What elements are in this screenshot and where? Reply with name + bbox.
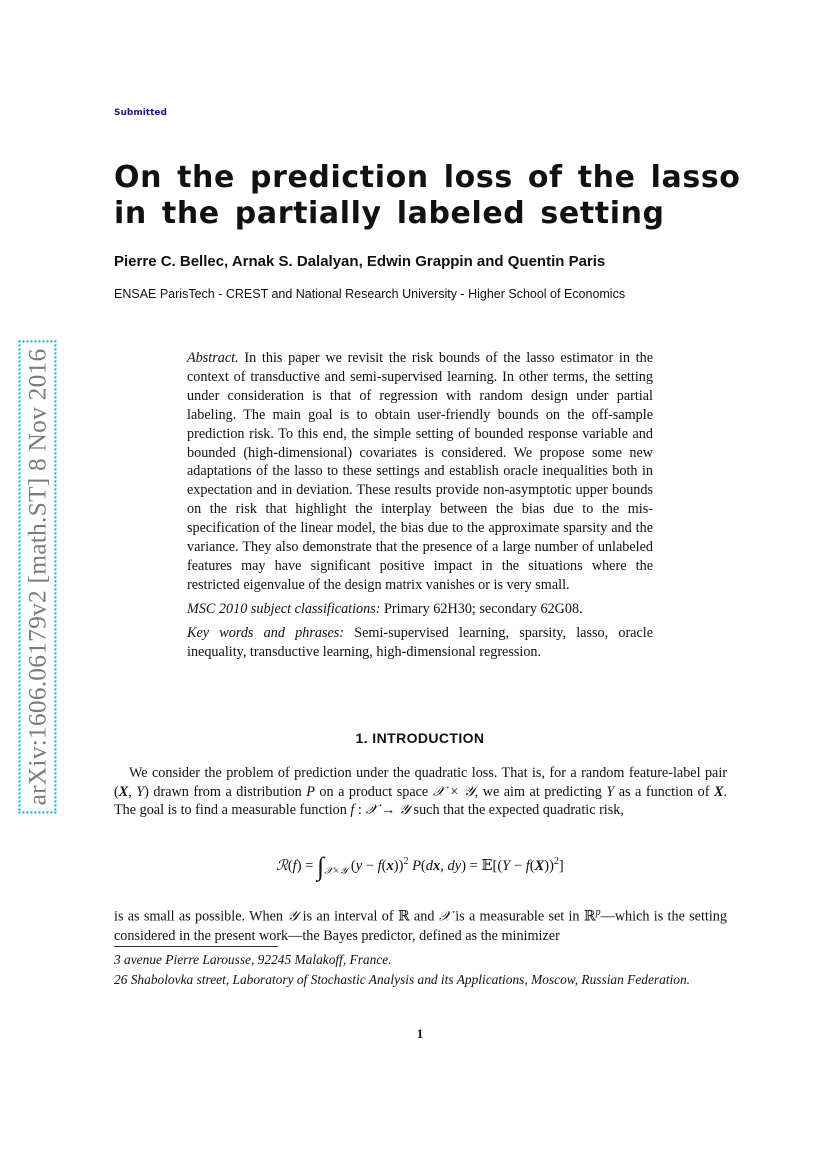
math-p: P — [306, 783, 315, 800]
intro-text: is as small as possible. When — [114, 908, 288, 925]
title-line-1: On the prediction loss of the lasso — [114, 160, 741, 195]
abstract — [187, 349, 653, 662]
intro-text: We consider the problem of prediction under the quadratic loss. That is, for a random feature-label pair ( — [114, 765, 727, 800]
intro-text: ) drawn from a distribution — [144, 783, 307, 800]
risk-equation: ℛ(f) = $\int_{𝒳\times 𝒴}$ $(y - f(x))^2$ P(dx, dy) = 𝔼[(Y − f(X))$^2$] — [276, 852, 564, 881]
math-product-space: 𝒳 × 𝒴 — [432, 783, 475, 800]
intro-text: , we aim at predicting — [474, 783, 607, 800]
math-function: f — [350, 802, 355, 819]
affiliation: ENSAE ParisTech - CREST and National Research University - Higher School of Economics — [114, 287, 626, 301]
math-y: Y — [606, 783, 615, 800]
abstract-text: In this paper we revisit the risk bounds of the lasso estimator in the context of transductive and semi-supervised learning. In other terms, the setting under consideration is that of regression with random design under partial labeling. The main goal is to obtain user-friendly bounds on the off-sample prediction risk. To this end, the simple setting of bounded response variable and bounded (high-dimensional) covariates is considered. We propose some new adaptations of the lasso to these settings and establish oracle inequalities both in expectation and in deviation. These results provide non-asymptotic upper bounds on the risk that highlight the interplay between the bias due to the mis-specification of the linear model, the bias due to the approximate sparsity and the variance. They also demonstrate that the presence of a large number of unlabeled features may have significant positive impact in the situations where the restricted eigenvalue of the design matrix vanishes or is very small. — [187, 350, 653, 593]
abstract-paragraph — [187, 349, 653, 595]
intro-text: is a measurable set in — [450, 908, 584, 925]
title-line-2: in the partially labeled setting — [114, 196, 665, 231]
intro-text: and — [409, 908, 439, 925]
intro-paragraph-1: We consider the problem of prediction under the quadratic loss. That is, for a random feature-label pair (X, Y) drawn from a distribution P on a product space 𝒳 × 𝒴, we aim at predicting Y as a function of X. The goal is to find a measurable function f : 𝒳 → 𝒴 such that the expected quadratic risk, — [114, 765, 727, 819]
arxiv-identifier[interactable]: arXiv:1606.06179v2 [math.ST] 8 Nov 2016 — [18, 341, 56, 814]
math-y-space: 𝒴 — [398, 802, 410, 819]
submission-status: Submitted — [114, 108, 167, 118]
arxiv-sidebar — [18, 320, 56, 834]
keywords-label: Key words and phrases: — [187, 624, 345, 641]
author-list: Pierre C. Bellec, Arnak S. Dalalyan, Edwin Grappin and Quentin Paris — [114, 253, 606, 270]
intro-text: as a function of — [614, 783, 714, 800]
intro-text: —which is the setting considered in the present work—the Bayes predictor, defined as the minimizer — [114, 908, 727, 944]
math-x: X — [118, 783, 129, 800]
msc-classification — [187, 600, 653, 619]
intro-text: on a product space — [314, 783, 433, 800]
footnote-1: 3 avenue Pierre Larousse, 92245 Malakoff, France. — [114, 952, 392, 967]
footnotes — [114, 950, 714, 989]
intro-text: such that the expected quadratic risk, — [410, 802, 624, 819]
page-number: 1 — [416, 1026, 424, 1041]
abstract-label: Abstract. — [187, 350, 239, 366]
math-y-space: 𝒴 — [287, 908, 299, 925]
intro-paragraph-2: is as small as possible. When 𝒴 is an interval of ℝ and 𝒳 is a measurable set in ℝ$^p$—which is the setting considered in the present work—the Bayes predictor, defined as the minimizer — [114, 907, 727, 944]
math-y: Y — [136, 783, 145, 800]
keywords — [187, 624, 653, 662]
keywords-text: Semi-supervised learning, sparsity, lasso, oracle inequality, transductive learning, high-dimensional regression. — [187, 624, 654, 660]
section-heading: 1. INTRODUCTION — [355, 730, 485, 746]
msc-text: Primary 62H30; secondary 62G08. — [384, 600, 583, 617]
math-x: X — [713, 783, 724, 800]
footnote-divider — [114, 946, 278, 947]
msc-label: MSC 2010 subject classifications: — [187, 600, 381, 617]
footnote-2: 26 Shabolovka street, Laboratory of Stochastic Analysis and its Applications, Moscow, Russian Federation. — [114, 971, 691, 987]
math-x-space: 𝒳 — [365, 802, 378, 819]
intro-text: . The goal is to find a measurable function — [114, 783, 727, 819]
math-x-space: 𝒳 — [438, 908, 451, 925]
paper-title — [114, 160, 754, 232]
intro-text: is an interval of — [298, 908, 398, 925]
